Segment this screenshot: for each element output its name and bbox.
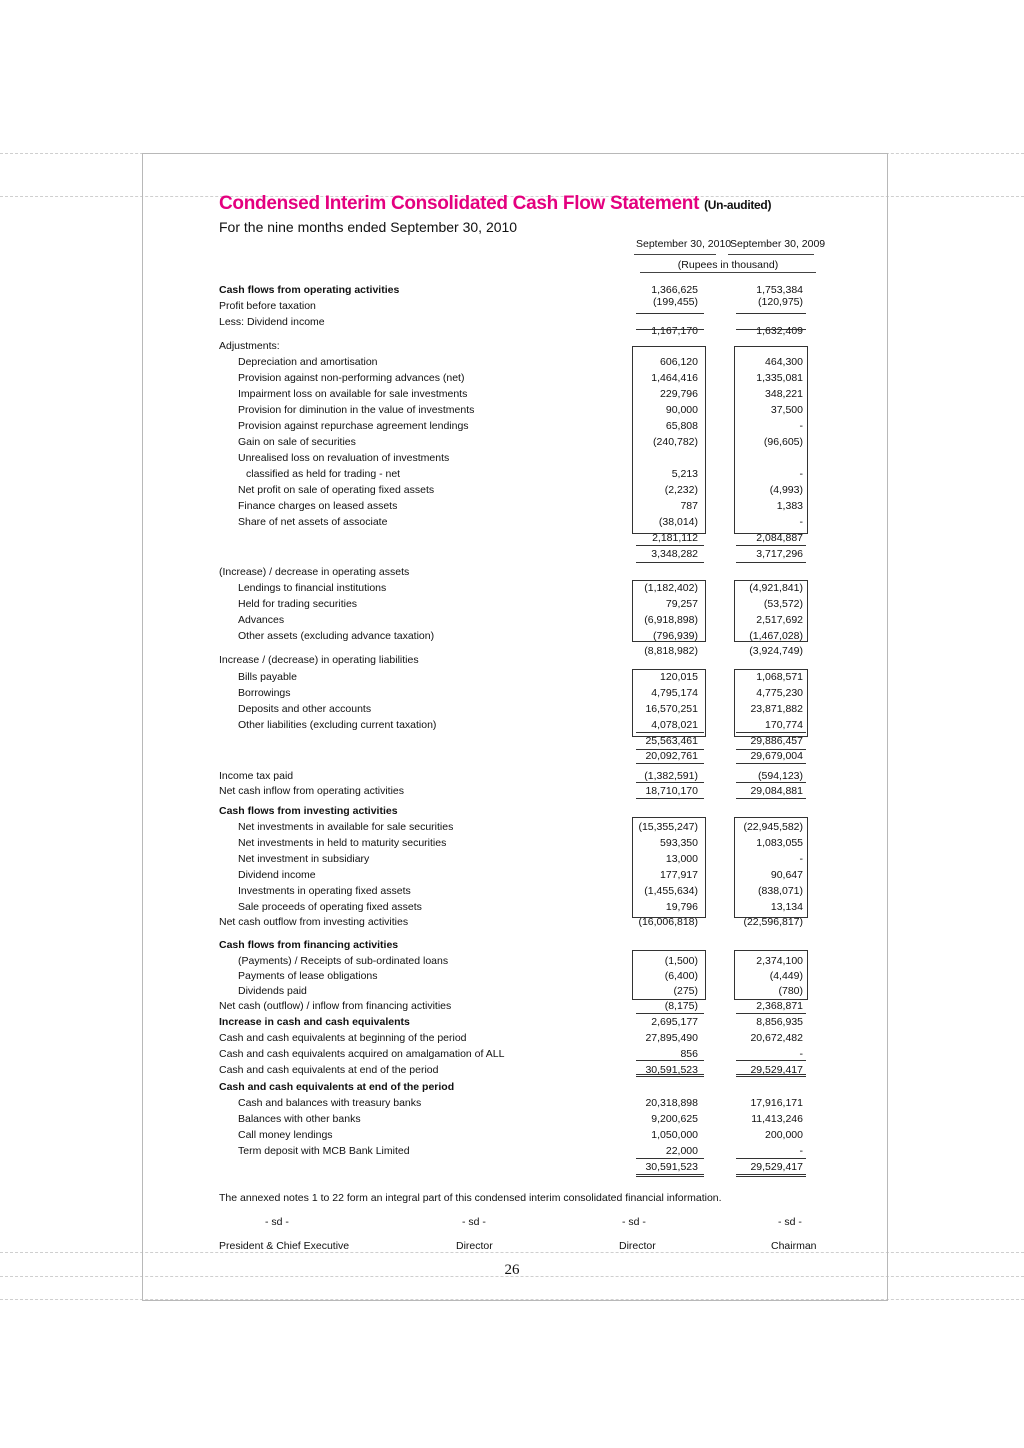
row-label: Balances with other banks [238, 1113, 361, 1125]
value-2009: (594,123) [758, 770, 803, 782]
table-row [0, 748, 1024, 764]
value-2010: 2,181,112 [652, 532, 698, 544]
page-number: 26 [504, 1262, 520, 1278]
table-row [0, 953, 1024, 969]
value-2010: 30,591,523 [645, 1161, 698, 1173]
total-rule [736, 782, 806, 783]
value-2009: 1,083,055 [756, 837, 803, 849]
value-2009: (53,572) [763, 598, 803, 610]
row-label: Provision against non-performing advances (net) [238, 372, 465, 384]
table-row [0, 628, 1024, 644]
group-box [632, 580, 706, 642]
table-row [0, 998, 1024, 1014]
row-label: Borrowings [238, 687, 291, 699]
total-rule [736, 732, 806, 733]
table-row [0, 783, 1024, 799]
table-row [0, 851, 1024, 867]
total-rule [736, 798, 806, 799]
row-label: Call money lendings [238, 1129, 333, 1141]
total-rule [636, 313, 704, 314]
period-subtitle: For the nine months ended September 30, 2010 [219, 219, 518, 235]
title-text: Condensed Interim Consolidated Cash Flow Statement [219, 193, 700, 214]
value-2009: 1,068,571 [756, 671, 803, 683]
value-2010: 1,464,416 [651, 372, 698, 384]
total-rule [736, 1060, 806, 1061]
table-row [0, 612, 1024, 628]
value-2009: 90,647 [770, 869, 803, 881]
value-2009: - [799, 468, 803, 480]
group-box [632, 669, 706, 737]
value-2010: (275) [673, 985, 698, 997]
value-2009: 464,300 [765, 356, 803, 368]
value-2009: 1,753,384 [756, 284, 803, 296]
total-rule [736, 763, 806, 764]
value-2010: 22,000 [665, 1145, 698, 1157]
value-2009: (780) [778, 985, 803, 997]
value-2009: 170,774 [765, 719, 803, 731]
row-label: Net investments in available for sale securities [238, 821, 454, 833]
total-rule [736, 1158, 806, 1159]
group-box [632, 817, 706, 918]
value-2009: 29,529,417 [750, 1064, 803, 1076]
table-row [0, 914, 1024, 930]
row-label: Net investment in subsidiary [238, 853, 370, 865]
table-row [0, 354, 1024, 370]
row-label: Net cash outflow from investing activities [219, 916, 409, 928]
table-row [0, 669, 1024, 685]
value-2010: (1,455,634) [644, 885, 698, 897]
value-2010: (2,232) [664, 484, 698, 496]
table-row [0, 298, 1024, 314]
value-2010: (16,006,818) [638, 916, 698, 928]
table-row [0, 450, 1024, 466]
signature-mark: - sd - [462, 1216, 486, 1228]
value-2009: 348,221 [765, 388, 803, 400]
signature-mark: - sd - [265, 1216, 289, 1228]
value-2009: 3,717,296 [756, 548, 803, 560]
total-rule [636, 1013, 704, 1014]
value-2010: 18,710,170 [645, 785, 698, 797]
value-2009: 2,368,871 [756, 1000, 803, 1012]
value-2010: 19,796 [665, 901, 698, 913]
table-row [0, 1127, 1024, 1143]
value-2009: 1,632,409 [756, 325, 803, 337]
value-2010: (199,455) [653, 296, 698, 308]
value-2009: 1,383 [776, 500, 803, 512]
unit-label: (Rupees in thousand) [640, 259, 816, 273]
row-label: Cash and cash equivalents at end of the period [219, 1081, 455, 1093]
value-2010: 27,895,490 [645, 1032, 698, 1044]
value-2009: 200,000 [765, 1129, 803, 1141]
table-row [0, 282, 1024, 298]
value-2010: 856 [680, 1048, 698, 1060]
title-suffix: (Un-audited) [704, 198, 772, 212]
table-row [0, 314, 1024, 337]
value-2010: 2,695,177 [651, 1016, 698, 1028]
row-label: Bills payable [238, 671, 297, 683]
table-row [0, 386, 1024, 402]
value-2010: (6,400) [664, 970, 698, 982]
value-2010: (8,818,982) [644, 645, 698, 657]
row-label: Less: Dividend income [219, 316, 325, 328]
signatory-title: Chairman [771, 1240, 817, 1252]
value-2010: 229,796 [660, 388, 698, 400]
total-rule [636, 1158, 704, 1159]
value-2010: 606,120 [660, 356, 698, 368]
value-2009: (4,449) [769, 970, 803, 982]
row-label: Income tax paid [219, 770, 294, 782]
row-label: Cash and cash equivalents at beginning of the period [219, 1032, 467, 1044]
value-2010: 1,366,625 [651, 284, 698, 296]
group-box [734, 817, 808, 918]
row-label: Cash flows from operating activities [219, 284, 400, 296]
row-label: (Payments) / Receipts of sub-ordinated loans [238, 955, 449, 967]
table-row [0, 546, 1024, 562]
row-label: Held for trading securities [238, 598, 358, 610]
row-label: Cash and cash equivalents acquired on amalgamation of ALL [219, 1048, 505, 1060]
row-label: Share of net assets of associate [238, 516, 388, 528]
value-2009: 37,500 [770, 404, 803, 416]
total-rule [636, 1074, 704, 1077]
value-2009: (22,945,582) [743, 821, 803, 833]
table-row [0, 717, 1024, 733]
table-row [0, 937, 1024, 953]
signatory-title: Director [619, 1240, 656, 1252]
value-2010: (1,382,591) [644, 770, 698, 782]
table-row [0, 1111, 1024, 1127]
table-row [0, 819, 1024, 835]
value-2010: (6,918,898) [644, 614, 698, 626]
value-2009: 13,134 [770, 901, 803, 913]
table-row [0, 835, 1024, 851]
row-label: Other assets (excluding advance taxation) [238, 630, 435, 642]
row-label: Net cash inflow from operating activities [219, 785, 404, 797]
value-2010: (1,500) [664, 955, 698, 967]
column-header-2010: September 30, 2010 [636, 238, 732, 250]
signatory-title: Director [456, 1240, 493, 1252]
row-label: Unrealised loss on revaluation of investments [238, 452, 450, 464]
value-2010: (1,182,402) [644, 582, 698, 594]
group-box [734, 580, 808, 642]
value-2010: 20,092,761 [645, 750, 698, 762]
value-2009: - [799, 420, 803, 432]
row-label: Provision for diminution in the value of investments [238, 404, 475, 416]
group-box [632, 346, 706, 534]
table-row [0, 652, 1024, 668]
table-row [0, 564, 1024, 580]
value-2009: 23,871,882 [750, 703, 803, 715]
value-2010: (796,939) [653, 630, 698, 642]
table-row [0, 768, 1024, 784]
table-row [0, 1079, 1024, 1095]
value-2009: - [799, 1048, 803, 1060]
value-2009: 2,517,692 [756, 614, 803, 626]
table-row [0, 514, 1024, 530]
value-2009: 1,335,081 [756, 372, 803, 384]
value-2009: (22,596,817) [743, 916, 803, 928]
footnote: The annexed notes 1 to 22 form an integral part of this condensed interim consolidated financial information. [219, 1192, 722, 1204]
value-2010: 4,078,021 [651, 719, 698, 731]
table-row [0, 1030, 1024, 1046]
row-label: Other liabilities (excluding current taxation) [238, 719, 437, 731]
value-2009: (1,467,028) [749, 630, 803, 642]
value-2010: 4,795,174 [651, 687, 698, 699]
row-label: Cash flows from financing activities [219, 939, 399, 951]
table-row [0, 1014, 1024, 1030]
value-2009: (120,975) [758, 296, 803, 308]
value-2010: 3,348,282 [651, 548, 698, 560]
row-label: Dividend income [238, 869, 316, 881]
row-label: Provision against repurchase agreement lendings [238, 420, 469, 432]
table-row [0, 498, 1024, 514]
row-label: Dividends paid [238, 985, 307, 997]
header-rule [634, 254, 716, 255]
row-label: Cash and cash equivalents at end of the period [219, 1064, 439, 1076]
table-row [0, 1095, 1024, 1111]
table-row [0, 338, 1024, 354]
value-2009: 2,374,100 [756, 955, 803, 967]
row-label: Cash and balances with treasury banks [238, 1097, 422, 1109]
value-2010: 79,257 [665, 598, 698, 610]
table-row [0, 596, 1024, 612]
table-row [0, 402, 1024, 418]
table-row [0, 983, 1024, 999]
signature-mark: - sd - [622, 1216, 646, 1228]
row-label: Finance charges on leased assets [238, 500, 398, 512]
row-label: Increase / (decrease) in operating liabilities [219, 654, 419, 666]
total-rule [636, 562, 704, 563]
value-2009: 29,529,417 [750, 1161, 803, 1173]
total-rule [636, 1174, 704, 1177]
row-label: Gain on sale of securities [238, 436, 356, 448]
row-label: Impairment loss on available for sale investments [238, 388, 468, 400]
table-row [0, 580, 1024, 596]
table-row [0, 899, 1024, 915]
table-row [0, 1159, 1024, 1175]
value-2010: 5,213 [671, 468, 698, 480]
group-box [734, 950, 808, 1000]
value-2010: 787 [680, 500, 698, 512]
row-label: Adjustments: [219, 340, 280, 352]
row-label: Increase in cash and cash equivalents [219, 1016, 410, 1028]
row-label: classified as held for trading - net [246, 468, 401, 480]
value-2009: (96,605) [763, 436, 803, 448]
table-row [0, 418, 1024, 434]
row-label: Profit before taxation [219, 300, 316, 312]
value-2010: (240,782) [653, 436, 698, 448]
value-2010: 1,167,170 [651, 325, 698, 337]
table-row [0, 701, 1024, 717]
total-rule [736, 1074, 806, 1077]
value-2010: 177,917 [660, 869, 698, 881]
value-2009: 17,916,171 [750, 1097, 803, 1109]
value-2009: 11,413,246 [751, 1113, 803, 1125]
value-2009: 20,672,482 [750, 1032, 803, 1044]
value-2010: 25,563,461 [645, 735, 698, 747]
value-2009: - [799, 853, 803, 865]
row-label: Advances [238, 614, 285, 626]
row-label: Deposits and other accounts [238, 703, 372, 715]
value-2010: 20,318,898 [645, 1097, 698, 1109]
table-row [0, 1046, 1024, 1062]
value-2009: (3,924,749) [749, 645, 803, 657]
table-row [0, 968, 1024, 984]
value-2010: 593,350 [660, 837, 698, 849]
value-2009: 2,084,887 [756, 532, 803, 544]
value-2009: - [799, 1145, 803, 1157]
signature-mark: - sd - [778, 1216, 802, 1228]
value-2010: (38,014) [658, 516, 698, 528]
value-2009: 4,775,230 [756, 687, 803, 699]
value-2009: (838,071) [758, 885, 803, 897]
row-label: Depreciation and amortisation [238, 356, 378, 368]
row-label: (Increase) / decrease in operating assets [219, 566, 410, 578]
row-label: Net profit on sale of operating fixed assets [238, 484, 435, 496]
total-rule [736, 1174, 806, 1177]
table-row [0, 1143, 1024, 1159]
value-2010: 13,000 [665, 853, 698, 865]
value-2010: 30,591,523 [645, 1064, 698, 1076]
value-2009: (4,993) [769, 484, 803, 496]
value-2010: (8,175) [664, 1000, 698, 1012]
column-header-2009: September 30, 2009 [730, 238, 826, 250]
total-rule [636, 1060, 704, 1061]
total-rule [636, 782, 704, 783]
value-2009: 29,886,457 [750, 735, 803, 747]
row-label: Payments of lease obligations [238, 970, 378, 982]
header-rule [728, 254, 814, 255]
row-label: Net investments in held to maturity securities [238, 837, 447, 849]
value-2010: (15,355,247) [638, 821, 698, 833]
table-row [0, 803, 1024, 819]
table-row [0, 530, 1024, 546]
value-2009: - [799, 516, 803, 528]
table-row [0, 867, 1024, 883]
value-2010: 90,000 [665, 404, 698, 416]
value-2009: 29,679,004 [750, 750, 803, 762]
table-row [0, 733, 1024, 749]
table-row [0, 1062, 1024, 1078]
table-row [0, 466, 1024, 482]
statement-title [219, 193, 771, 215]
group-box [734, 346, 808, 534]
table-row [0, 685, 1024, 701]
table-row [0, 370, 1024, 386]
row-label: Net cash (outflow) / inflow from financing activities [219, 1000, 452, 1012]
total-rule [636, 545, 704, 546]
value-2010: 1,050,000 [651, 1129, 698, 1141]
value-2009: 8,856,935 [756, 1016, 803, 1028]
total-rule [736, 749, 806, 750]
total-rule [636, 329, 704, 330]
row-label: Investments in operating fixed assets [238, 885, 411, 897]
value-2009: 29,084,881 [750, 785, 803, 797]
row-label: Cash flows from investing activities [219, 805, 398, 817]
value-2010: 65,808 [665, 420, 698, 432]
total-rule [736, 313, 806, 314]
table-row [0, 482, 1024, 498]
group-box [734, 669, 808, 737]
row-label: Sale proceeds of operating fixed assets [238, 901, 422, 913]
signatory-title: President & Chief Executive [219, 1240, 350, 1252]
total-rule [736, 545, 806, 546]
group-box [632, 950, 706, 1000]
total-rule [636, 749, 704, 750]
row-label: Term deposit with MCB Bank Limited [238, 1145, 410, 1157]
total-rule [736, 329, 806, 330]
table-row [0, 883, 1024, 899]
total-rule [636, 732, 704, 733]
total-rule [736, 562, 806, 563]
value-2010: 16,570,251 [645, 703, 698, 715]
total-rule [736, 1013, 806, 1014]
value-2010: 120,015 [660, 671, 698, 683]
value-2009: (4,921,841) [749, 582, 803, 594]
total-rule [636, 798, 704, 799]
table-row [0, 434, 1024, 450]
total-rule [636, 763, 704, 764]
value-2010: 9,200,625 [651, 1113, 698, 1125]
row-label: Lendings to financial institutions [238, 582, 387, 594]
